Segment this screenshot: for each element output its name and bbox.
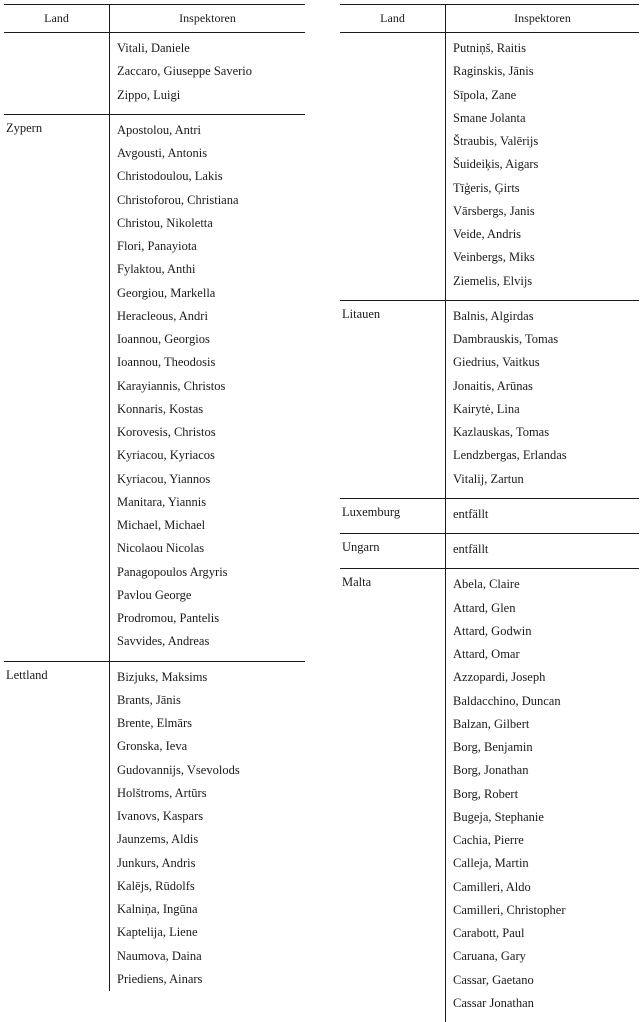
inspector-name: Sīpola, Zane xyxy=(453,84,639,107)
land-cell xyxy=(4,661,110,991)
land-cell xyxy=(340,534,446,569)
inspector-name: Attard, Godwin xyxy=(453,620,639,643)
inspector-name: Carabott, Paul xyxy=(453,922,639,945)
inspector-name: Apostolou, Antri xyxy=(117,119,305,142)
inspector-list xyxy=(110,33,305,114)
inspector-name: Christou, Nikoletta xyxy=(117,212,305,235)
inspector-name: Ziemelis, Elvijs xyxy=(453,270,639,293)
land-name: Luxemburg xyxy=(340,499,445,520)
header-land: Land xyxy=(340,5,446,33)
inspector-name: Prodromou, Pantelis xyxy=(117,607,305,630)
inspector-name: Kairytė, Lina xyxy=(453,398,639,421)
land-cell xyxy=(4,114,110,661)
inspector-name: Tīģeris, Ģirts xyxy=(453,177,639,200)
inspector-name: Veinbergs, Miks xyxy=(453,246,639,269)
inspector-name: Caruana, Gary xyxy=(453,945,639,968)
inspector-name: Pavlou George xyxy=(117,584,305,607)
inspector-name: entfällt xyxy=(453,503,639,526)
inspector-name: Kalniņa, Ingūna xyxy=(117,898,305,921)
inspector-name: Cassar, Gaetano xyxy=(453,969,639,992)
inspector-name: Camilleri, Christopher xyxy=(453,899,639,922)
inspektoren-cell xyxy=(110,661,306,991)
inspector-name: Karayiannis, Christos xyxy=(117,375,305,398)
country-group xyxy=(340,300,639,498)
table-right xyxy=(340,4,639,1022)
inspector-name: Balzan, Gilbert xyxy=(453,713,639,736)
inspektoren-cell xyxy=(446,569,640,1022)
inspector-name: Ivanovs, Kaspars xyxy=(117,805,305,828)
inspector-name: Holštroms, Artūrs xyxy=(117,782,305,805)
country-group xyxy=(4,33,305,115)
inspector-name: Azzopardi, Joseph xyxy=(453,666,639,689)
inspector-name: Konnaris, Kostas xyxy=(117,398,305,421)
header-row xyxy=(340,5,639,33)
inspector-name: Naumova, Daina xyxy=(117,945,305,968)
inspector-name: Gudovannijs, Vsevolods xyxy=(117,759,305,782)
land-cell xyxy=(340,498,446,533)
inspector-name: Raginskis, Jānis xyxy=(453,60,639,83)
inspector-name: Ioannou, Theodosis xyxy=(117,351,305,374)
inspektoren-cell xyxy=(446,534,640,569)
country-group xyxy=(4,114,305,661)
inspector-name: Bizjuks, Maksims xyxy=(117,666,305,689)
header-inspektoren: Inspektoren xyxy=(110,5,306,33)
header-land: Land xyxy=(4,5,110,33)
inspector-name: Manitara, Yiannis xyxy=(117,491,305,514)
inspector-name: Calleja, Martin xyxy=(453,852,639,875)
inspector-name: Fylaktou, Anthi xyxy=(117,258,305,281)
land-name: Ungarn xyxy=(340,534,445,555)
inspector-name: Flori, Panayiota xyxy=(117,235,305,258)
inspektoren-cell xyxy=(446,300,640,498)
inspector-table-left xyxy=(4,4,305,991)
inspector-name: Putniņš, Raitis xyxy=(453,37,639,60)
land-name: Litauen xyxy=(340,301,445,322)
inspector-name: Kyriacou, Yiannos xyxy=(117,468,305,491)
inspector-name: Baldacchino, Duncan xyxy=(453,690,639,713)
inspector-name: Kalējs, Rūdolfs xyxy=(117,875,305,898)
land-cell xyxy=(340,300,446,498)
inspector-name: Priediens, Ainars xyxy=(117,968,305,991)
inspector-name: Junkurs, Andris xyxy=(117,852,305,875)
inspector-name: Brente, Elmārs xyxy=(117,712,305,735)
country-group xyxy=(340,33,639,301)
inspector-name: Borg, Jonathan xyxy=(453,759,639,782)
inspector-name: Cachia, Pierre xyxy=(453,829,639,852)
inspector-name: Smane Jolanta xyxy=(453,107,639,130)
inspector-name: Savvides, Andreas xyxy=(117,630,305,653)
inspektoren-cell xyxy=(446,498,640,533)
table-body-left xyxy=(4,33,305,992)
land-cell xyxy=(340,569,446,1022)
inspector-name: Šuideiķis, Aigars xyxy=(453,153,639,176)
inspector-name: Christoforou, Christiana xyxy=(117,189,305,212)
table-body-right xyxy=(340,33,639,1022)
inspector-name: Zaccaro, Giuseppe Saverio xyxy=(117,60,305,83)
inspector-name: Zippo, Luigi xyxy=(117,84,305,107)
inspector-name: Bugeja, Stephanie xyxy=(453,806,639,829)
inspector-name: Christodoulou, Lakis xyxy=(117,165,305,188)
land-name: Zypern xyxy=(4,115,109,136)
country-group xyxy=(340,569,639,1022)
inspector-name: Vārsbergs, Janis xyxy=(453,200,639,223)
inspektoren-cell xyxy=(110,33,306,115)
header-inspektoren: Inspektoren xyxy=(446,5,640,33)
inspector-name: Cassar Jonathan xyxy=(453,992,639,1015)
inspector-name: Štraubis, Valērijs xyxy=(453,130,639,153)
country-group xyxy=(340,498,639,533)
inspector-name: entfällt xyxy=(453,538,639,561)
land-name xyxy=(340,33,445,39)
inspector-name: Kyriacou, Kyriacos xyxy=(117,444,305,467)
inspector-list xyxy=(446,534,639,568)
inspector-list xyxy=(110,115,305,661)
inspector-name: Vitali, Daniele xyxy=(117,37,305,60)
land-name xyxy=(4,33,109,39)
inspector-name: Georgiou, Markella xyxy=(117,282,305,305)
inspector-name: Abela, Claire xyxy=(453,573,639,596)
land-cell xyxy=(340,33,446,301)
inspector-name: Panagopoulos Argyris xyxy=(117,561,305,584)
inspector-name: Heracleous, Andri xyxy=(117,305,305,328)
inspector-list xyxy=(110,662,305,992)
inspector-list xyxy=(446,33,639,300)
inspector-name: Borg, Benjamin xyxy=(453,736,639,759)
inspector-name: Gronska, Ieva xyxy=(117,735,305,758)
inspector-name: Jaunzems, Aldis xyxy=(117,828,305,851)
inspector-name: Michael, Michael xyxy=(117,514,305,537)
inspector-name: Kazlauskas, Tomas xyxy=(453,421,639,444)
land-name: Malta xyxy=(340,569,445,590)
inspector-name: Jonaitis, Arūnas xyxy=(453,375,639,398)
country-group xyxy=(340,534,639,569)
inspector-name: Dambrauskis, Tomas xyxy=(453,328,639,351)
inspector-name: Balnis, Algirdas xyxy=(453,305,639,328)
inspektoren-cell xyxy=(446,33,640,301)
inspector-list xyxy=(446,499,639,533)
inspector-table-right xyxy=(340,4,639,1022)
inspector-list xyxy=(446,569,639,1022)
inspector-name: Brants, Jānis xyxy=(117,689,305,712)
table-left xyxy=(4,4,305,991)
inspector-name: Ioannou, Georgios xyxy=(117,328,305,351)
land-cell xyxy=(4,33,110,115)
land-name: Lettland xyxy=(4,662,109,683)
inspector-name: Borg, Robert xyxy=(453,783,639,806)
inspector-name: Avgousti, Antonis xyxy=(117,142,305,165)
header-row xyxy=(4,5,305,33)
inspector-name: Kaptelija, Liene xyxy=(117,921,305,944)
country-group xyxy=(4,661,305,991)
inspector-list xyxy=(446,301,639,498)
inspector-name: Attard, Omar xyxy=(453,643,639,666)
inspector-name: Lendzbergas, Erlandas xyxy=(453,444,639,467)
inspector-name: Camilleri, Aldo xyxy=(453,876,639,899)
inspektoren-cell xyxy=(110,114,306,661)
inspector-name: Giedrius, Vaitkus xyxy=(453,351,639,374)
inspector-name: Vitalij, Zartun xyxy=(453,468,639,491)
inspector-name: Korovesis, Christos xyxy=(117,421,305,444)
inspector-name: Veide, Andris xyxy=(453,223,639,246)
inspector-name: Nicolaou Nicolas xyxy=(117,537,305,560)
inspector-name: Attard, Glen xyxy=(453,597,639,620)
